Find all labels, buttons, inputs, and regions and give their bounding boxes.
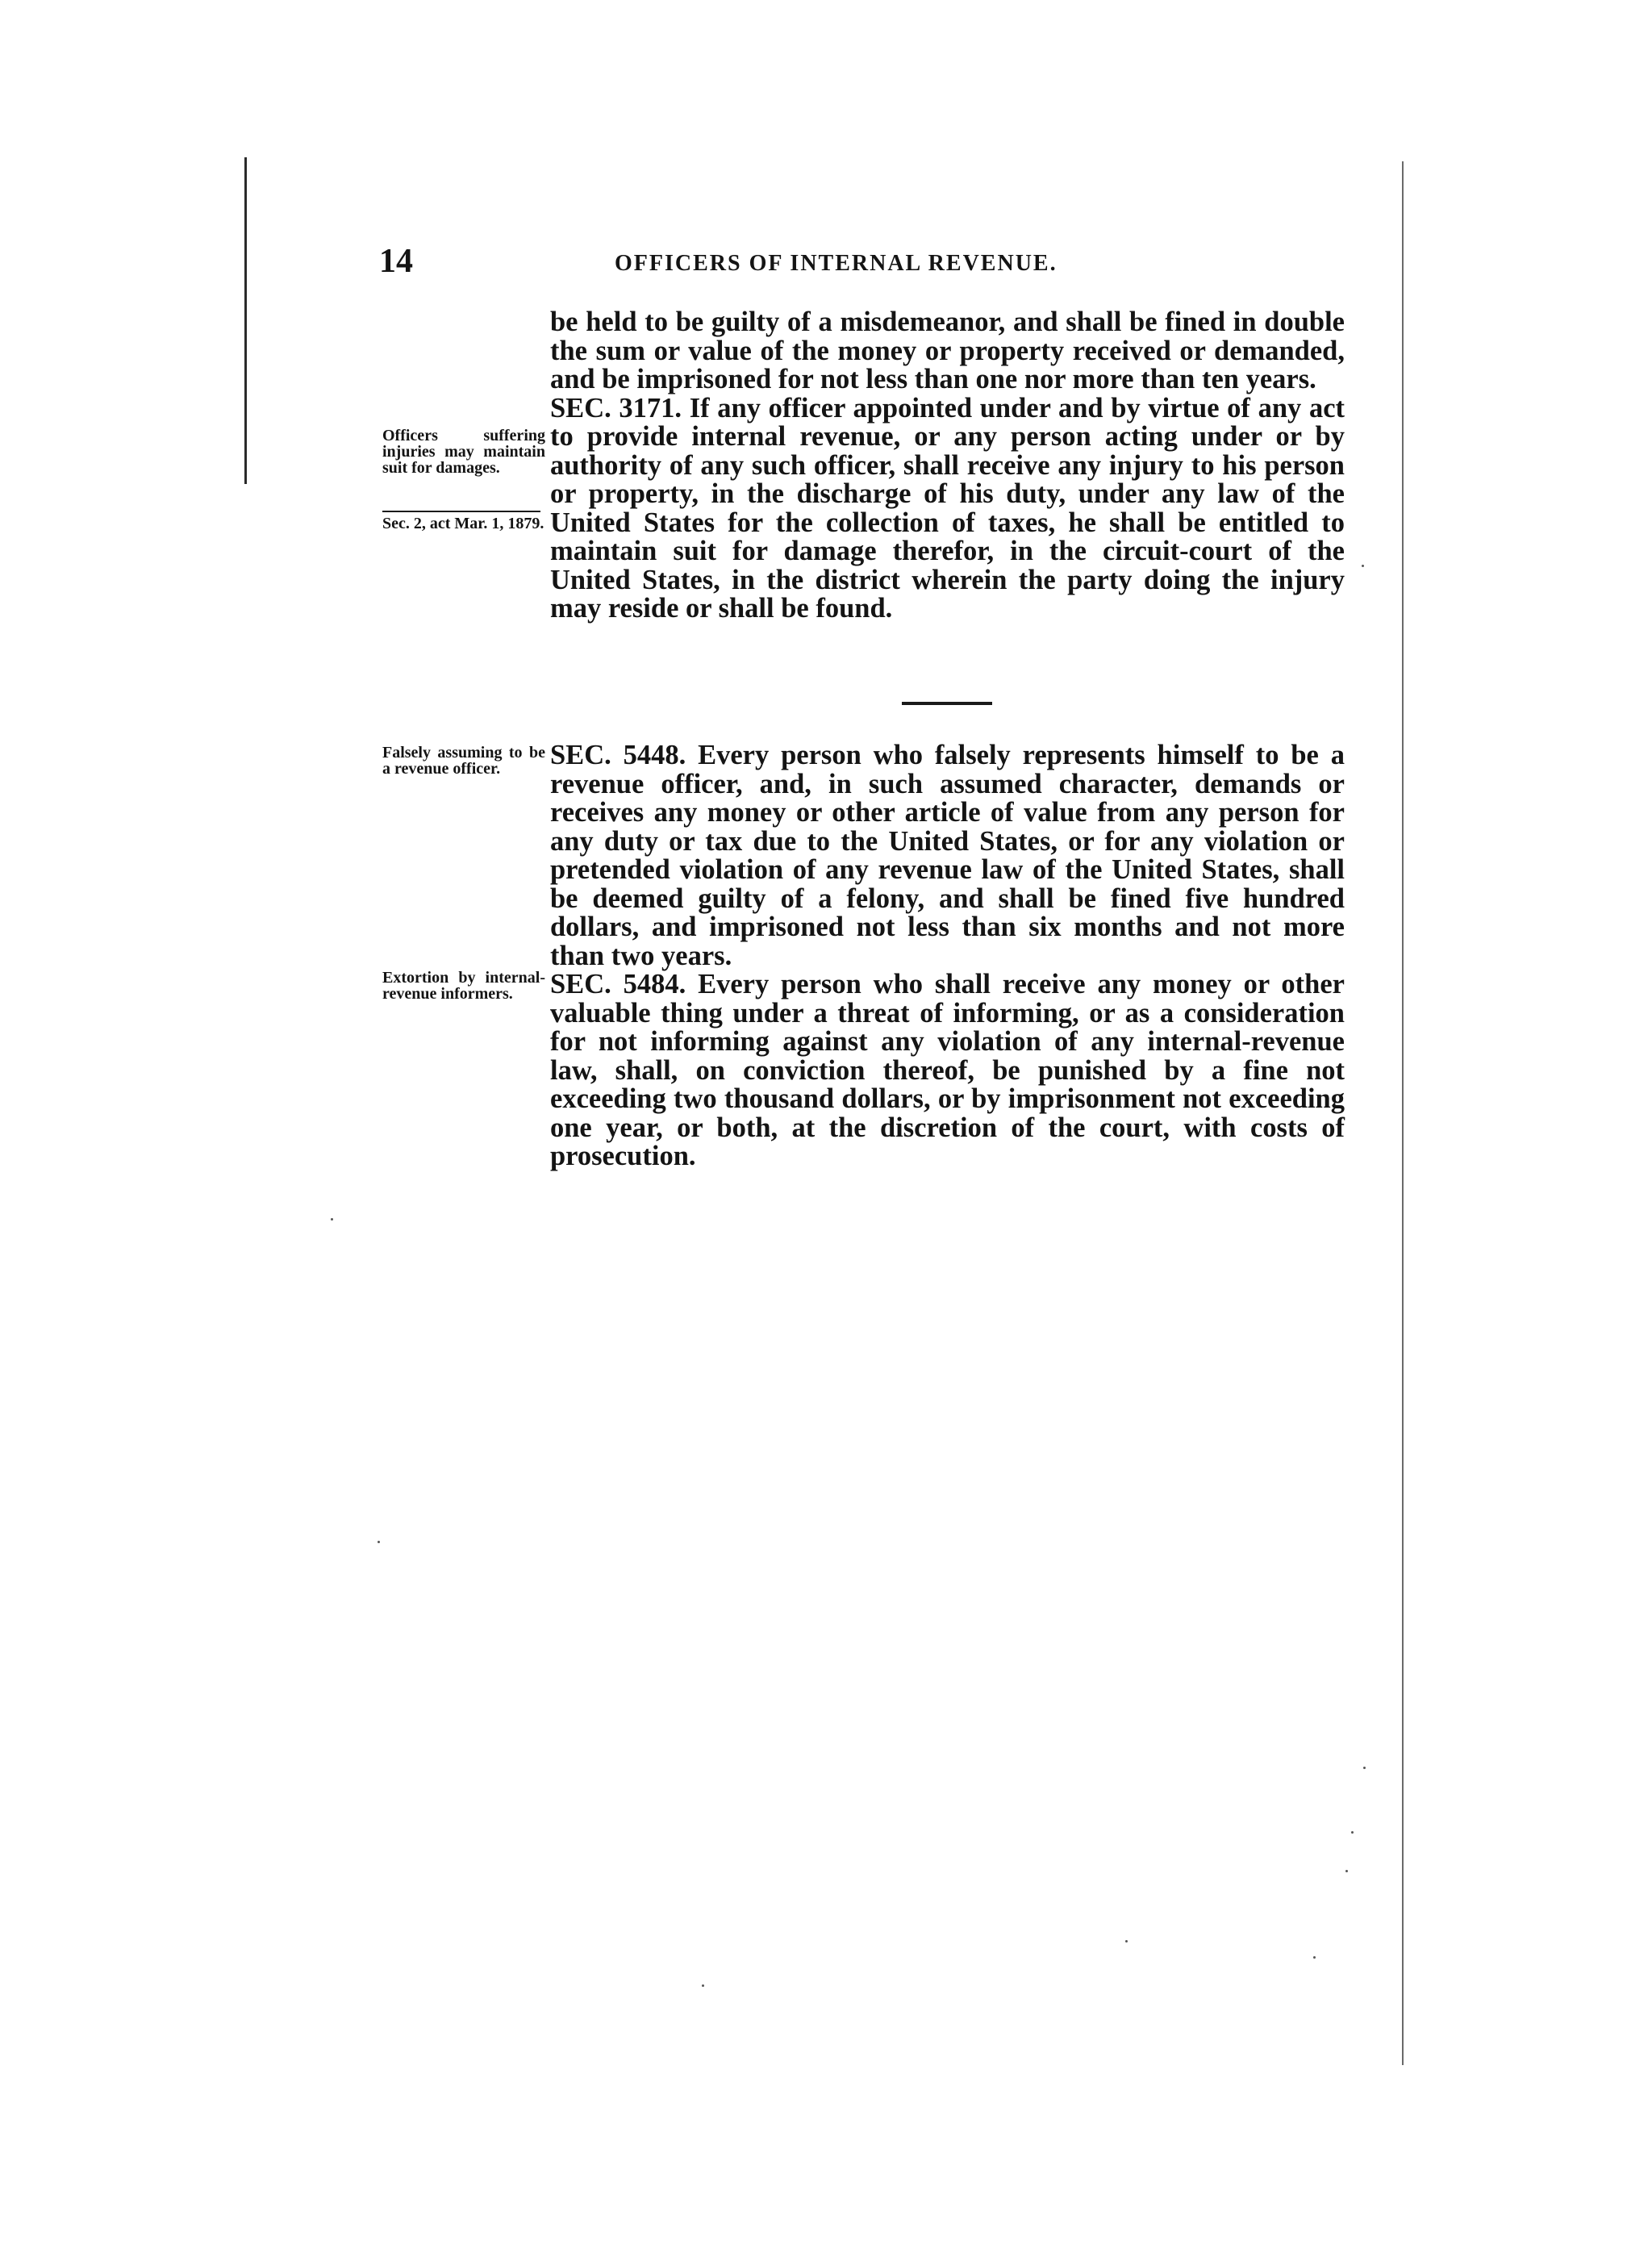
scan-speck <box>1125 1940 1128 1942</box>
margin-note-false-officer: Falsely assuming to be a revenue officer. <box>382 744 545 778</box>
scan-speck <box>702 1984 704 1987</box>
scan-speck <box>378 1541 380 1543</box>
section-divider <box>902 702 992 705</box>
margin-note-divider <box>382 511 540 512</box>
text-block-upper <box>550 308 1345 624</box>
scan-speck <box>1351 1831 1354 1834</box>
running-head <box>379 242 1347 290</box>
margin-note-officers-suit: Officers suffering injuries may maintain suit for damages. <box>382 427 545 477</box>
scan-edge-left <box>244 157 247 484</box>
scan-edge-right <box>1402 161 1404 2065</box>
text-block-lower <box>550 741 1345 1171</box>
paragraph-continuation: be held to be guilty of a misdemeanor, and shall be fined in double the sum or value of the money or property received or demanded, and be imprisoned for not less than one nor more than ten years. <box>550 307 1345 394</box>
paragraph-sec-3171: SEC. 3171. If any officer appointed under and by virtue of any act to provide internal revenue, or any person acting under or by authority of any such officer, shall receive any injury to his person or property, in the discharge of his duty, under any law of the United States for the collection of taxes, he shall be entitled to maintain suit for damage therefor, in the circuit-court of the United States, in the district wherein the party doing the injury may reside or shall be found. <box>550 392 1345 624</box>
margin-note-statute-citation: Sec. 2, act Mar. 1, 1879. <box>382 515 544 532</box>
scan-speck <box>1362 565 1364 567</box>
page-number: 14 <box>379 243 413 280</box>
scan-speck <box>331 1218 333 1221</box>
page-title: OFFICERS OF INTERNAL REVENUE. <box>615 251 1058 276</box>
scan-speck <box>1345 1870 1348 1872</box>
paragraph-sec-5484: SEC. 5484. Every person who shall receive any money or other valuable thing under a threat of informing, or as a consideration for not informing against any violation of any internal-revenue law, shall, on conviction thereof, be punished by a fine not exceeding two thousand dollars, or by imprisonment not exceeding one year, or both, at the discretion of the court, with costs of prosecution. <box>550 969 1345 1171</box>
margin-note-extortion: Extortion by internal-revenue informers. <box>382 969 545 1003</box>
scan-speck <box>1313 1956 1316 1959</box>
paragraph-sec-5448: SEC. 5448. Every person who falsely represents himself to be a revenue officer, and, in such assumed character, demands or receives any money or other article of value from any person for any duty or tax due to the United States, or for any violation or pretended violation of any revenue law of the United States, shall be deemed guilty of a felony, and shall be fined five hundred dollars, and imprisoned not less than six months and not more than two years. <box>550 740 1345 971</box>
scan-speck <box>1363 1767 1366 1769</box>
